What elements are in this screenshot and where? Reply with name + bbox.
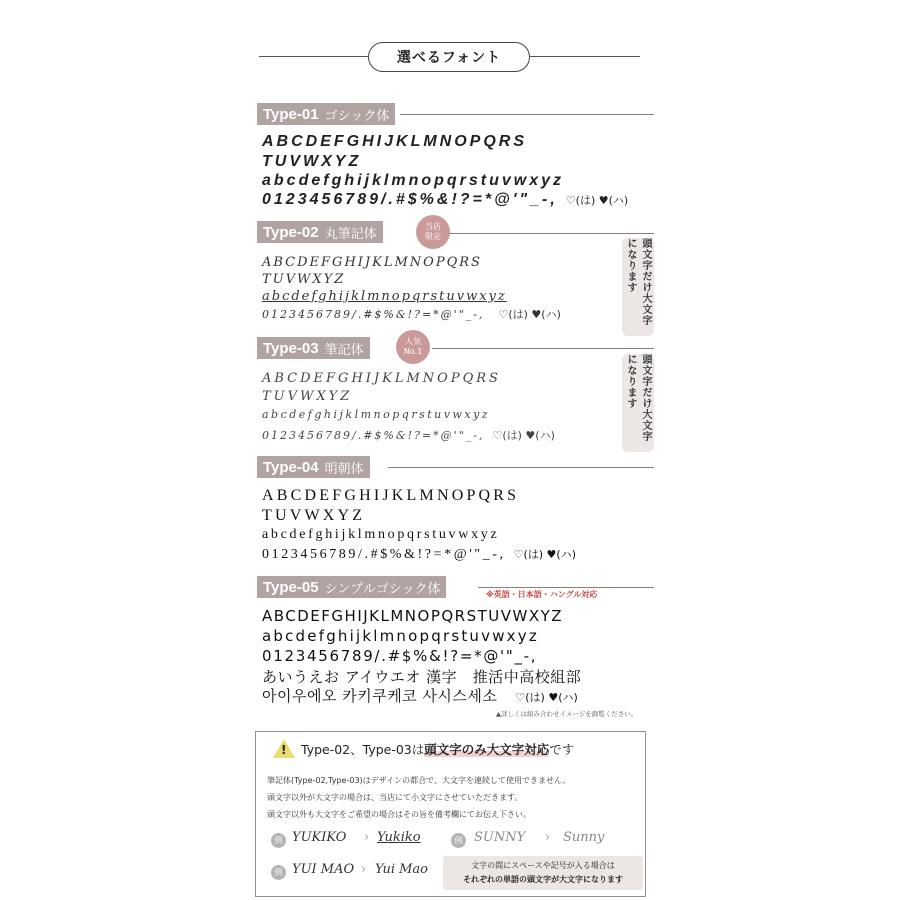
example-marker: 例 [271,865,286,880]
sample-line: abcdefghijklmnopqrstuvwxyz [262,408,491,421]
sample-line: 0123456789/.#$%&!?=*@'"_-, [262,647,538,665]
sample-line [262,685,578,706]
section-rule [432,348,654,349]
sample-line: abcdefghijklmnopqrstuvwxyz [262,627,539,645]
section-label-type04 [257,456,370,478]
sample-line: TUVWXYZ [262,389,353,404]
font-name: ゴシック体 [324,108,390,124]
arrow-right-icon: › [545,830,551,845]
font-name: 丸筆記体 [324,226,377,242]
section-rule [440,233,654,234]
section-label-type02 [257,221,383,243]
example-before: YUI MAO [292,862,355,877]
header-rule-left [259,56,368,57]
sample-line: TUVWXYZ [262,507,366,524]
section-rule [388,467,654,468]
callout-line: それぞれの単語の頭文字が大文字になります [463,875,623,884]
sample-line: TUVWXYZ [262,153,362,170]
sample-line: ABCDEFGHIJKLMNOPQRS [262,487,520,504]
heart-glyphs: ♡(は) ♥(ハ) [498,308,561,321]
sample-line: あいうえお アイウエオ 漢字 推活中高校組部 [262,668,582,686]
sample-line: ABCDEFGHIJKLMNOPQRS [262,133,528,150]
section-rule [400,114,654,115]
sample-line [262,427,555,443]
sample-line: abcdefghijklmnopqrstuvwxyz [262,289,507,304]
popular-badge: 人気 No.1 [396,330,430,364]
sample-digits: 0123456789/.#$%&!?=*@'"_-, [262,429,485,442]
section-label-type05 [257,576,446,598]
heart-glyphs: ♡(は) ♥(ハ) [492,429,555,442]
heart-glyphs: ♡(は) ♥(ハ) [513,548,576,561]
warning-icon: ! [273,739,295,758]
header-rule-right [530,56,640,57]
sample-line [262,306,561,322]
notice-paragraph: 筆記体(Type-02,Type-03)はデザインの都合で、大文字を連続して使用できません。 [267,776,571,785]
notice-title [273,739,574,758]
combination-note: ▲詳しくは組み合わせイメージを御覧ください。 [496,710,638,718]
sample-line [262,191,628,209]
sample-digits: 0123456789/.#$%&!?=*@'"_-, [262,308,485,321]
type-label: Type-04 [263,458,319,476]
example-before: YUKIKO [292,830,347,845]
example-marker: 例 [271,833,286,848]
section-label-type01 [257,103,395,125]
sample-hangul: 아이우에오 카키쿠케코 사시스세소 [262,687,498,705]
sample-line: ABCDEFGHIJKLMNOPQRS [262,371,501,386]
example-after: Yui Mao [375,862,429,877]
notice-paragraph: 頭文字以外が大文字の場合は、当店にて小文字にさせていただきます。 [267,793,523,802]
language-note: ※英語・日本語・ハングル対応 [486,590,598,599]
notice-title-prefix: Type-02、Type-03は [301,741,425,757]
type-label: Type-01 [263,105,319,123]
sample-line: abcdefghijklmnopqrstuvwxyz [262,527,500,542]
type-label: Type-03 [263,339,319,357]
notice-paragraph: 頭文字以外も大文字をご希望の場合はその旨を備考欄にてお伝え下さい。 [267,810,531,819]
notice-title-emphasis: 頭文字のみ大文字対応 [424,741,550,757]
font-name: 筆記体 [324,342,364,358]
sample-line: abcdefghijklmnopqrstuvwxyz [262,172,565,189]
example-before: SUNNY [474,830,526,845]
heart-glyphs: ♡(は) ♥(ハ) [515,691,578,704]
word-capital-callout [443,856,643,890]
sample-line [262,546,576,563]
sample-digits: 0123456789/.#$%&!?=*@'"_-, [262,191,558,208]
heart-glyphs: ♡(は) ♥(ハ) [565,194,629,207]
section-label-type03 [257,337,370,359]
sample-line: TUVWXYZ [262,272,346,287]
type-label: Type-05 [263,578,319,596]
exclusive-badge: 当店 限定 [416,215,450,249]
page-title: 選べるフォント [368,42,530,72]
example-marker: 例 [451,833,466,848]
example-after: Sunny [563,830,605,845]
sample-digits: 0123456789/.#$%&!?=*@'"_-, [262,547,506,562]
font-name: シンプルゴシック体 [324,581,441,597]
notice-title-suffix: です [549,741,575,757]
callout-line: 文字の間にスペースや記号が入る場合は [471,861,615,870]
example-after: Yukiko [377,830,421,845]
arrow-right-icon: › [361,862,367,877]
arrow-right-icon: › [364,830,370,845]
type-label: Type-02 [263,223,319,241]
sample-line: ABCDEFGHIJKLMNOPQRS [262,255,482,270]
sample-line: ABCDEFGHIJKLMNOPQRSTUVWXYZ [262,607,564,625]
font-name: 明朝体 [324,461,364,477]
side-note: 頭文字だけ大文字になります [622,238,654,336]
section-rule [478,587,654,588]
side-note: 頭文字だけ大文字になります [622,354,654,452]
